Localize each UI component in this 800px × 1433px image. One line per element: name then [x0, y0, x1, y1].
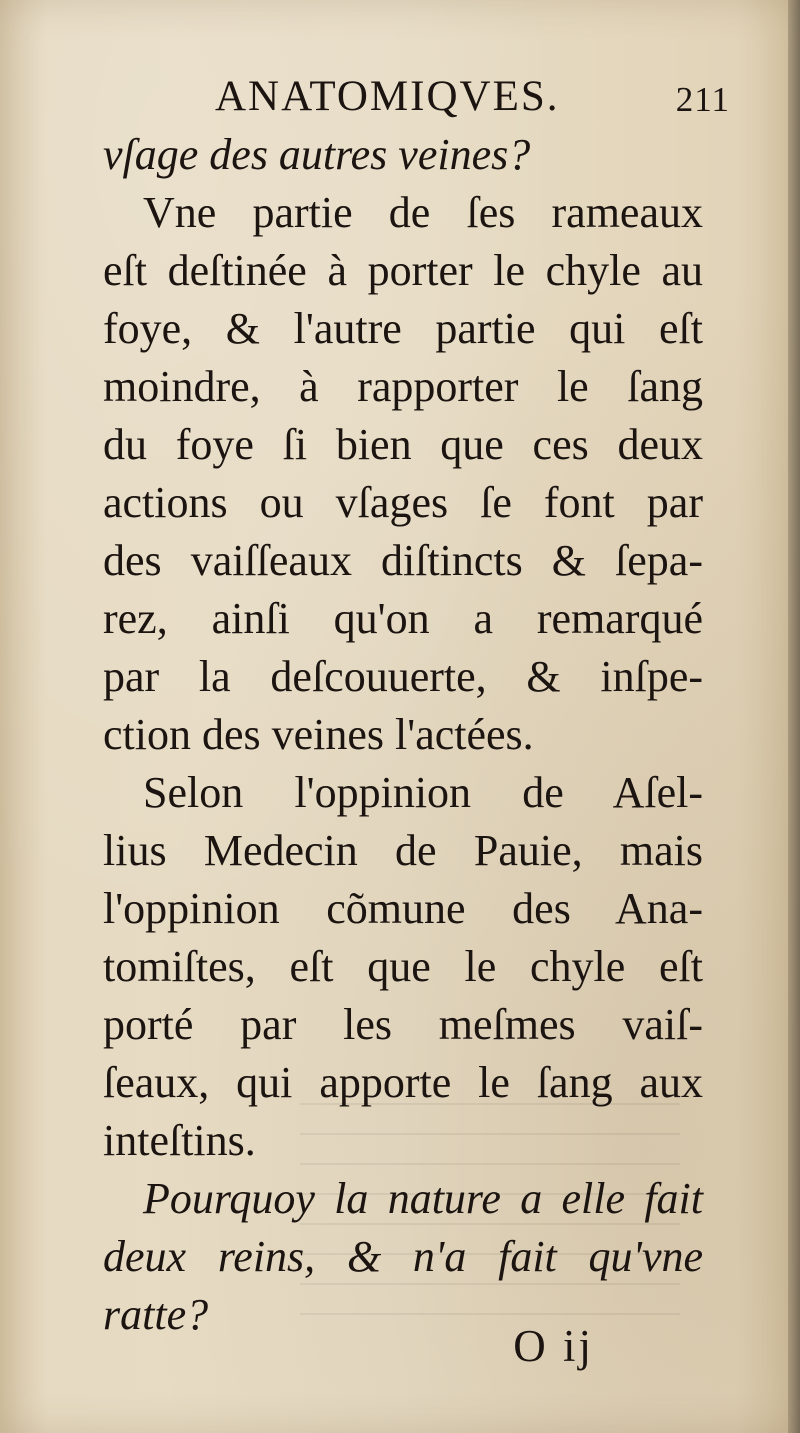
line-12	[103, 764, 703, 822]
line-15	[103, 938, 703, 996]
line-5	[103, 358, 703, 416]
line-19-text: Pourquoy la nature a elle fait	[143, 1174, 703, 1223]
line-19	[103, 1170, 703, 1228]
page-edge-shadow	[788, 0, 800, 1433]
line-15-text: tomiſtes, eſt que le chyle eſt	[103, 942, 703, 991]
line-14-text: l'oppinion cõmune des Ana-	[103, 884, 703, 933]
line-3	[103, 242, 703, 300]
line-20	[103, 1228, 703, 1286]
page-number: 211	[675, 80, 730, 119]
line-17-text: ſeaux, qui apporte le ſang aux	[103, 1058, 703, 1107]
line-13-text: lius Medecin de Pauie, mais	[103, 826, 703, 875]
line-6-text: du foye ſi bien que ces deux	[103, 420, 703, 469]
line-10-text: par la deſcouuerte, & inſpe-	[103, 652, 703, 701]
line-14	[103, 880, 703, 938]
line-10	[103, 648, 703, 706]
line-4	[103, 300, 703, 358]
line-2-text: Vne partie de ſes rameaux	[143, 188, 703, 237]
line-20-text: deux reins, & n'a fait qu'vne	[103, 1232, 703, 1281]
signature-mark: O ij	[513, 1321, 594, 1371]
line-12-text: Selon l'oppinion de Aſel-	[143, 768, 703, 817]
line-16	[103, 996, 703, 1054]
line-3-text: eſt deſtinée à porter le chyle au	[103, 246, 703, 295]
line-2	[103, 184, 703, 242]
line-16-text: porté par les meſmes vaiſ-	[103, 1000, 703, 1049]
running-head: ANATOMIQVES.	[215, 73, 560, 120]
page-header	[215, 72, 730, 132]
line-9	[103, 590, 703, 648]
line-7-text: actions ou vſages ſe font par	[103, 478, 703, 527]
line-11: ction des veines l'actées.	[103, 710, 534, 759]
line-18: inteſtins.	[103, 1116, 256, 1165]
line-5-text: moindre, à rapporter le ſang	[103, 362, 703, 411]
line-4-text: foye, & l'autre partie qui eſt	[103, 304, 703, 353]
line-17	[103, 1054, 703, 1112]
line-8	[103, 532, 703, 590]
line-6	[103, 416, 703, 474]
line-8-text: des vaiſſeaux diſtincts & ſepa-	[103, 536, 703, 585]
line-13	[103, 822, 703, 880]
line-7	[103, 474, 703, 532]
line-1: vſage des autres veines?	[103, 130, 531, 179]
body-text	[103, 126, 703, 1344]
line-21: ratte?	[103, 1290, 209, 1339]
line-9-text: rez, ainſi qu'on a remarqué	[103, 594, 703, 643]
